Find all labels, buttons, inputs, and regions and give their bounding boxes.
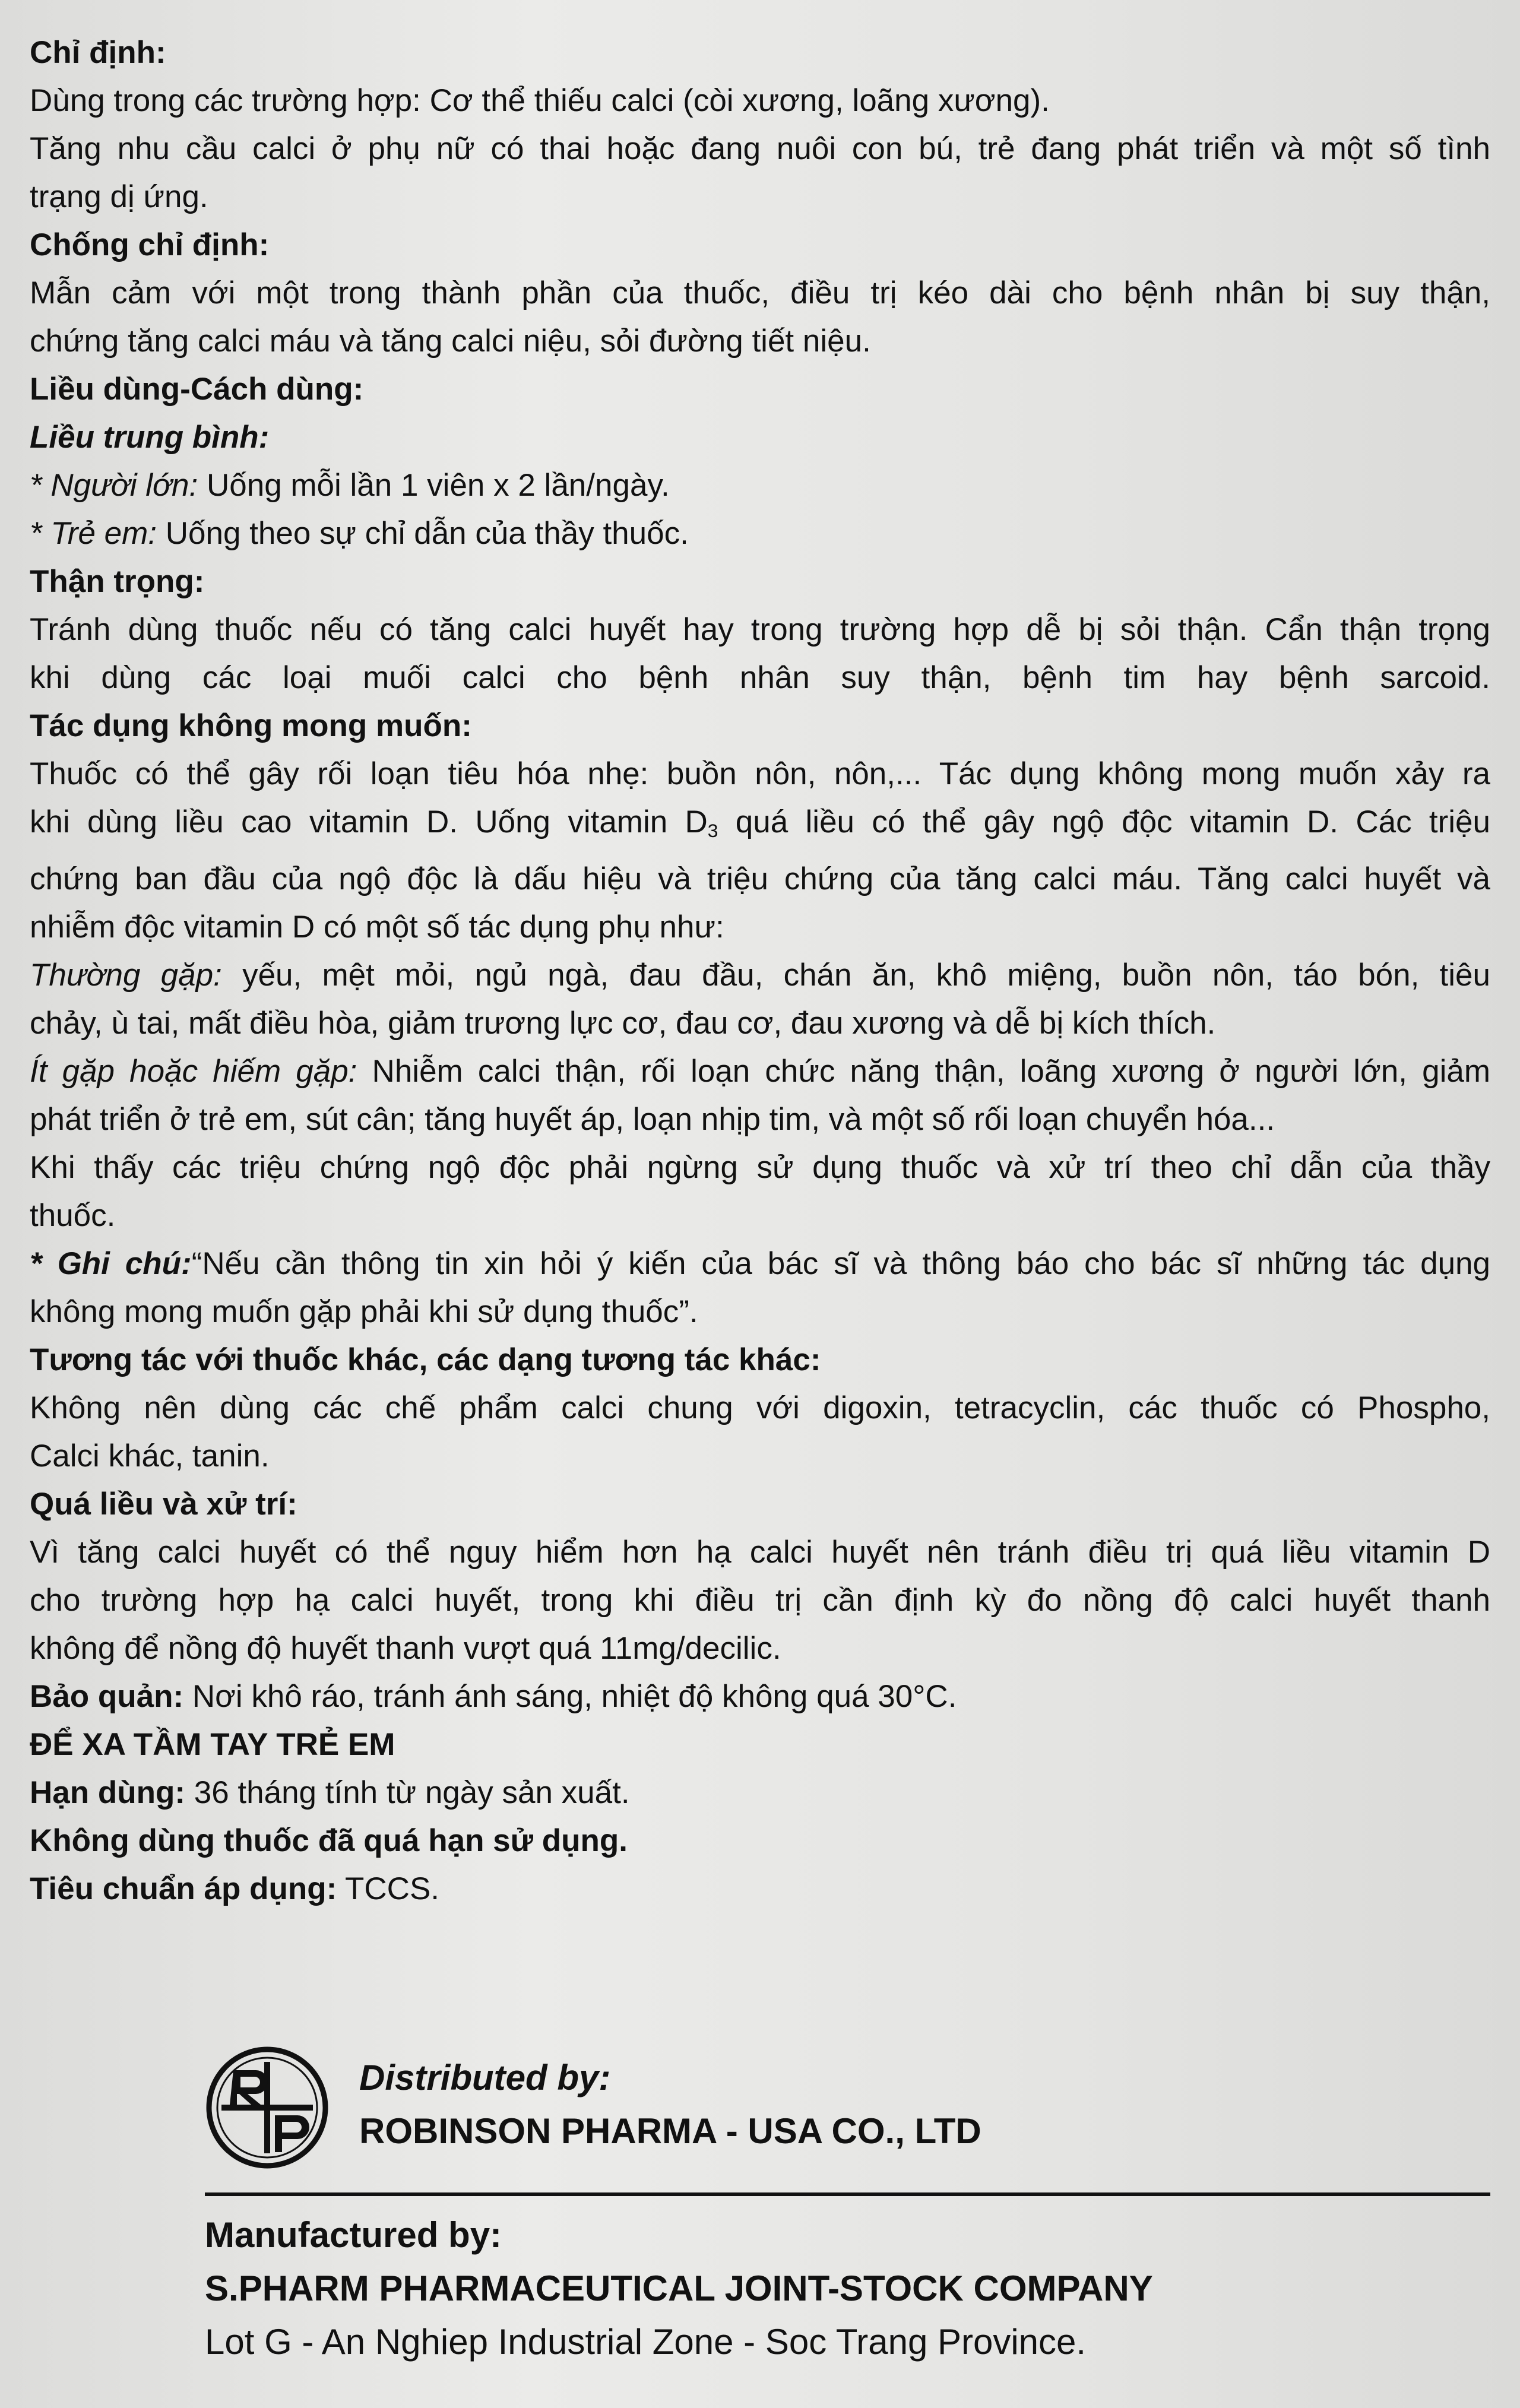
line-text: Dùng trong các trường hợp: Cơ thể thiếu calci (còi xương, loãng xương). <box>30 83 1050 118</box>
text-line <box>30 951 1490 999</box>
text-line <box>30 509 1490 557</box>
text-line <box>30 750 1490 798</box>
line-text: nhiễm độc vitamin D có một số tác dụng phụ như: <box>30 909 724 945</box>
text-line <box>30 1384 1490 1432</box>
line-lead: Hạn dùng: <box>30 1775 185 1810</box>
line-text: chảy, ù tai, mất điều hòa, giảm trương lực cơ, đau cơ, đau xương và dễ bị kích thích. <box>30 1005 1216 1041</box>
line-lead: * Ghi chú: <box>30 1246 192 1281</box>
line-lead: * Người lớn: <box>30 468 198 503</box>
line-text: không để nồng độ huyết thanh vượt quá 11mg/decilic. <box>30 1630 781 1666</box>
line-text: quá liều có thể gây ngộ độc vitamin D. Các triệu <box>718 804 1490 839</box>
text-line <box>30 1288 1490 1336</box>
line-text: Quá liều và xử trí: <box>30 1486 297 1522</box>
text-line <box>30 1095 1490 1143</box>
line-text: Calci khác, tanin. <box>30 1438 270 1474</box>
distributed-by-label: Distributed by: <box>359 2058 611 2098</box>
line-text: Uống mỗi lần 1 viên x 2 lần/ngày. <box>198 468 670 503</box>
text-line <box>30 1240 1490 1288</box>
text-line <box>30 1432 1490 1480</box>
text-line <box>30 317 1490 365</box>
text-line <box>30 1192 1490 1240</box>
line-lead: * Trẻ em: <box>30 516 157 551</box>
line-text: cho trường hợp hạ calci huyết, trong khi điều trị cần định kỳ đo nồng độ calci huyết thanh <box>30 1582 1490 1618</box>
line-text: 36 tháng tính từ ngày sản xuất. <box>185 1775 630 1810</box>
subscript: 3 <box>707 819 718 841</box>
section-heading <box>30 557 1490 606</box>
text-line <box>30 1576 1490 1624</box>
section-heading <box>30 1817 1490 1865</box>
line-lead: Ít gặp hoặc hiếm gặp: <box>30 1053 357 1089</box>
section-heading <box>30 702 1490 750</box>
line-text: khi dùng liều cao vitamin D. Uống vitamin D <box>30 804 708 839</box>
line-text: Không dùng thuốc đã quá hạn sử dụng. <box>30 1823 628 1858</box>
line-text: khi dùng các loại muối calci cho bệnh nhân suy thận, bệnh tim hay bệnh sarcoid. <box>30 660 1490 695</box>
line-text: yếu, mệt mỏi, ngủ ngà, đau đầu, chán ăn, khô miệng, buồn nôn, táo bón, tiêu <box>221 957 1490 993</box>
leaflet-text <box>30 28 1490 1913</box>
line-text: Liều trung bình: <box>30 420 270 455</box>
line-text: “Nếu cần thông tin xin hỏi ý kiến của bác sĩ và thông báo cho bác sĩ những tác dụng <box>191 1246 1491 1281</box>
section-heading <box>30 365 1490 413</box>
line-text: Nhiễm calci thận, rối loạn chức năng thận, loãng xương ở người lớn, giảm <box>357 1053 1490 1089</box>
line-text: Uống theo sự chỉ dẫn của thầy thuốc. <box>157 516 689 551</box>
line-text: TCCS. <box>337 1871 440 1906</box>
manufacturer-address: Lot G - An Nghiep Industrial Zone - Soc Trang Province. <box>205 2322 1087 2362</box>
line-text: Chỉ định: <box>30 35 166 70</box>
line-text: chứng tăng calci máu và tăng calci niệu, sỏi đường tiết niệu. <box>30 324 871 359</box>
section-heading <box>30 413 1490 461</box>
text-line <box>30 173 1490 221</box>
text-line <box>30 1672 1490 1721</box>
line-lead: Tiêu chuẩn áp dụng: <box>30 1871 337 1906</box>
section-heading <box>30 1336 1490 1384</box>
line-text: Tác dụng không mong muốn: <box>30 708 472 743</box>
divider <box>205 2192 1490 2196</box>
line-text: Chống chỉ định: <box>30 227 270 262</box>
text-line <box>30 855 1490 903</box>
text-line <box>30 606 1490 654</box>
rp-logo-icon <box>205 2045 330 2170</box>
line-text: Nơi khô ráo, tránh ánh sáng, nhiệt độ không quá 30°C. <box>183 1678 957 1714</box>
text-line <box>30 1865 1490 1913</box>
section-heading <box>30 1721 1490 1769</box>
line-lead: Thường gặp: <box>30 957 222 993</box>
line-text: trạng dị ứng. <box>30 179 208 214</box>
line-text: ĐỂ XA TẦM TAY TRẺ EM <box>30 1726 395 1762</box>
text-line <box>30 654 1490 702</box>
text-line <box>30 461 1490 509</box>
line-text: Khi thấy các triệu chứng ngộ độc phải ngừng sử dụng thuốc và xử trí theo chỉ dẫn của thầy <box>30 1149 1490 1185</box>
line-text: Tăng nhu cầu calci ở phụ nữ có thai hoặc đang nuôi con bú, trẻ đang phát triển và một số tình <box>30 131 1490 166</box>
text-line <box>30 999 1490 1047</box>
distributor-name: ROBINSON PHARMA - USA CO., LTD <box>359 2111 981 2151</box>
line-text: Mẫn cảm với một trong thành phần của thuốc, điều trị kéo dài cho bệnh nhân bị suy thận, <box>30 275 1490 310</box>
section-heading <box>30 1480 1490 1528</box>
section-heading <box>30 221 1490 269</box>
section-heading <box>30 28 1490 77</box>
text-line <box>30 1769 1490 1817</box>
line-lead: Bảo quản: <box>30 1678 184 1714</box>
manufactured-by-label: Manufactured by: <box>205 2215 502 2255</box>
line-text: Liều dùng-Cách dùng: <box>30 372 364 407</box>
text-line <box>30 125 1490 173</box>
line-text: Vì tăng calci huyết có thể nguy hiểm hơn hạ calci huyết nên tránh điều trị quá liều vitamin D <box>30 1534 1490 1570</box>
text-line <box>30 903 1490 951</box>
line-text: Không nên dùng các chế phẩm calci chung với digoxin, tetracyclin, các thuốc có Phospho, <box>30 1390 1490 1425</box>
text-line <box>30 1047 1490 1095</box>
manufacturer-name: S.PHARM PHARMACEUTICAL JOINT-STOCK COMPANY <box>205 2268 1153 2308</box>
line-text: Tránh dùng thuốc nếu có tăng calci huyết hay trong trường hợp dễ bị sỏi thận. Cẩn thận trọng <box>30 612 1490 647</box>
line-text: thuốc. <box>30 1197 116 1233</box>
line-text: không mong muốn gặp phải khi sử dụng thuốc”. <box>30 1294 698 1329</box>
text-line <box>30 1528 1490 1576</box>
text-line <box>30 77 1490 125</box>
line-text: Thận trọng: <box>30 564 205 599</box>
text-line <box>30 798 1490 855</box>
line-text: Tương tác với thuốc khác, các dạng tương tác khác: <box>30 1342 821 1377</box>
manufacturer-block <box>205 2209 1153 2369</box>
line-text: phát triển ở trẻ em, sút cân; tăng huyết áp, loạn nhịp tim, và một số rối loạn chuyển hóa... <box>30 1101 1275 1137</box>
text-line <box>30 1624 1490 1672</box>
line-text: Thuốc có thể gây rối loạn tiêu hóa nhẹ: buồn nôn, nôn,... Tác dụng không mong muốn xảy ra <box>30 756 1490 791</box>
text-line <box>30 1143 1490 1192</box>
line-text: chứng ban đầu của ngộ độc là dấu hiệu và triệu chứng của tăng calci máu. Tăng calci huyết và <box>30 861 1490 896</box>
text-line <box>30 269 1490 317</box>
